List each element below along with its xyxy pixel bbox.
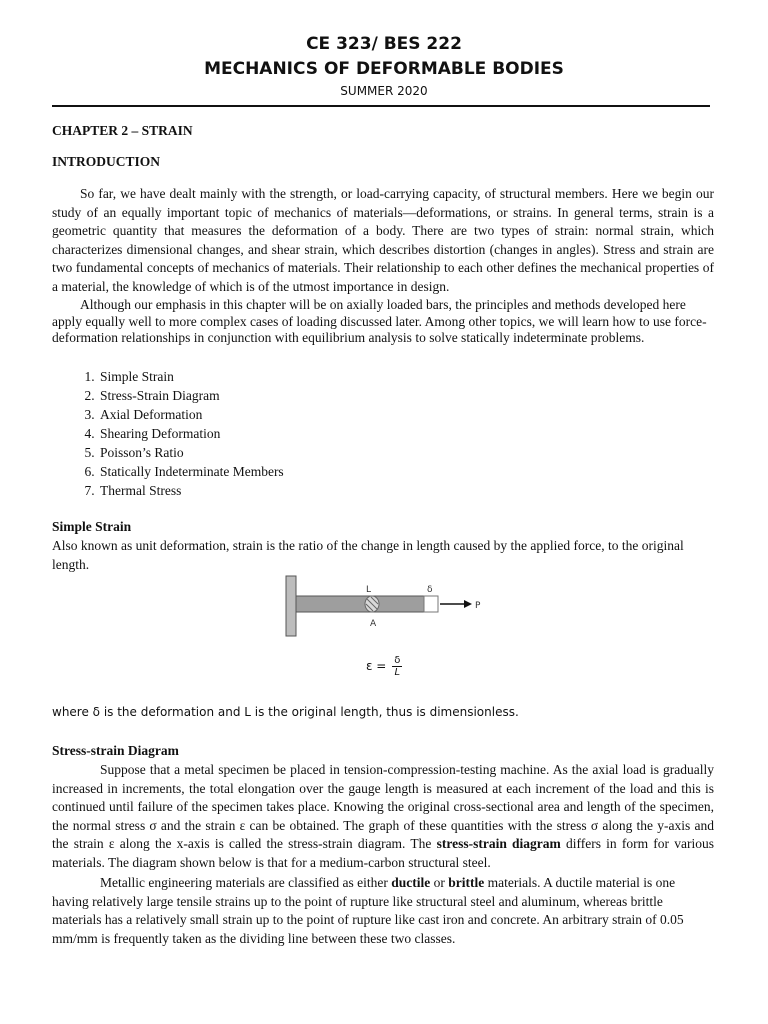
course-title: MECHANICS OF DEFORMABLE BODIES	[204, 59, 564, 79]
header-divider	[52, 105, 710, 107]
ductile-term: ductile	[391, 875, 431, 890]
list-item: 2. Stress-Strain Diagram	[98, 386, 284, 405]
deformation-segment	[424, 596, 438, 612]
force-label: P	[475, 601, 481, 611]
para-bold-term: stress-strain diagram	[436, 836, 561, 851]
para-text: Metallic engineering materials are classified as either	[100, 875, 392, 890]
term-label: SUMMER 2020	[340, 84, 428, 98]
bar	[296, 596, 424, 612]
para-text: materials. A ductile material is one having relatively large tensile strains up to the point of rupture like structural steel and aluminum, whereas brittle materials has a relatively small strain up to the point of rupture like cast iron and concrete. An arbitrary strain of 0.05 mm/mm is frequently taken as the dividing line between these two classes.	[52, 875, 684, 946]
para-text: differs in form for various materials. The diagram shown below is that for a medium-carbon structural steel.	[52, 836, 714, 870]
list-item: 4. Shearing Deformation	[98, 424, 284, 443]
introduction-heading: INTRODUCTION	[52, 154, 161, 169]
fixed-support	[286, 576, 296, 636]
intro-paragraph-1: So far, we have dealt mainly with the strength, or load-carrying capacity, of structural members. Here we begin our study of an equally important topic of mechanics of materials—deformations, or strains. In general terms, strain is a geometric quantity that measures the deformation of a body. There are two types of strain: normal strain, which characterizes dimensional changes, and shear strain, which describes distortion (changes in angles). Stress and strain are two fundamental concepts of mechanics of materials. Their relationship to each other defines the mechanical properties of a material, the knowledge of which is of the utmost importance in design.	[52, 186, 714, 294]
intro-paragraph-2: Although our emphasis in this chapter will be on axially loaded bars, the principles and methods developed here apply equally well to more complex cases of loading discussed later. Among other topics, we will learn how to use force-deformation relationships in conjunction with equilibrium analysis to solve statically indeterminate problems.	[52, 297, 707, 345]
strain-equation	[366, 655, 402, 678]
axial-bar-figure	[282, 574, 482, 640]
list-item: 6. Statically Indeterminate Members	[98, 462, 284, 481]
equation-numerator: δ	[394, 655, 401, 666]
arrow-head-icon	[464, 600, 472, 608]
para-text: Suppose that a metal specimen be placed in tension-compression-testing machine. As the axial load is gradually increased in increments, the total elongation over the gauge length is measured at each increment of the load and this is continued until failure of the specimen takes place. Knowing the original cross-sectional area and length of the specimen, the normal stress σ and the strain ε can be obtained. The graph of these quantities with the stress σ along the y-axis and the strain ε along the x-axis is called the stress-strain diagram. The	[52, 762, 714, 851]
course-code: CE 323/ BES 222	[306, 34, 462, 54]
deformation-label: δ	[427, 585, 433, 595]
simple-strain-heading: Simple Strain	[52, 519, 132, 534]
stress-strain-heading: Stress-strain Diagram	[52, 743, 179, 758]
simple-strain-text: Also known as unit deformation, strain is the ratio of the change in length caused by the applied force, to the original length.	[52, 538, 684, 572]
topic-list	[52, 367, 284, 500]
para-text: or	[430, 875, 449, 890]
length-label: L	[366, 585, 372, 595]
brittle-term: brittle	[448, 875, 485, 890]
stress-strain-paragraph-2	[52, 874, 714, 948]
stress-strain-paragraph-1	[52, 761, 714, 872]
equation-lhs: ε =	[366, 659, 387, 673]
list-item: 1. Simple Strain	[98, 367, 284, 386]
list-item: 3. Axial Deformation	[98, 405, 284, 424]
equation-denominator: L	[394, 667, 401, 678]
where-text: where δ is the deformation and L is the original length, thus is dimensionless.	[52, 705, 519, 719]
chapter-title: CHAPTER 2 – STRAIN	[52, 123, 193, 138]
equation-fraction	[392, 655, 402, 678]
list-item: 7. Thermal Stress	[98, 481, 284, 500]
area-label: A	[370, 619, 377, 629]
list-item: 5. Poisson’s Ratio	[98, 443, 284, 462]
